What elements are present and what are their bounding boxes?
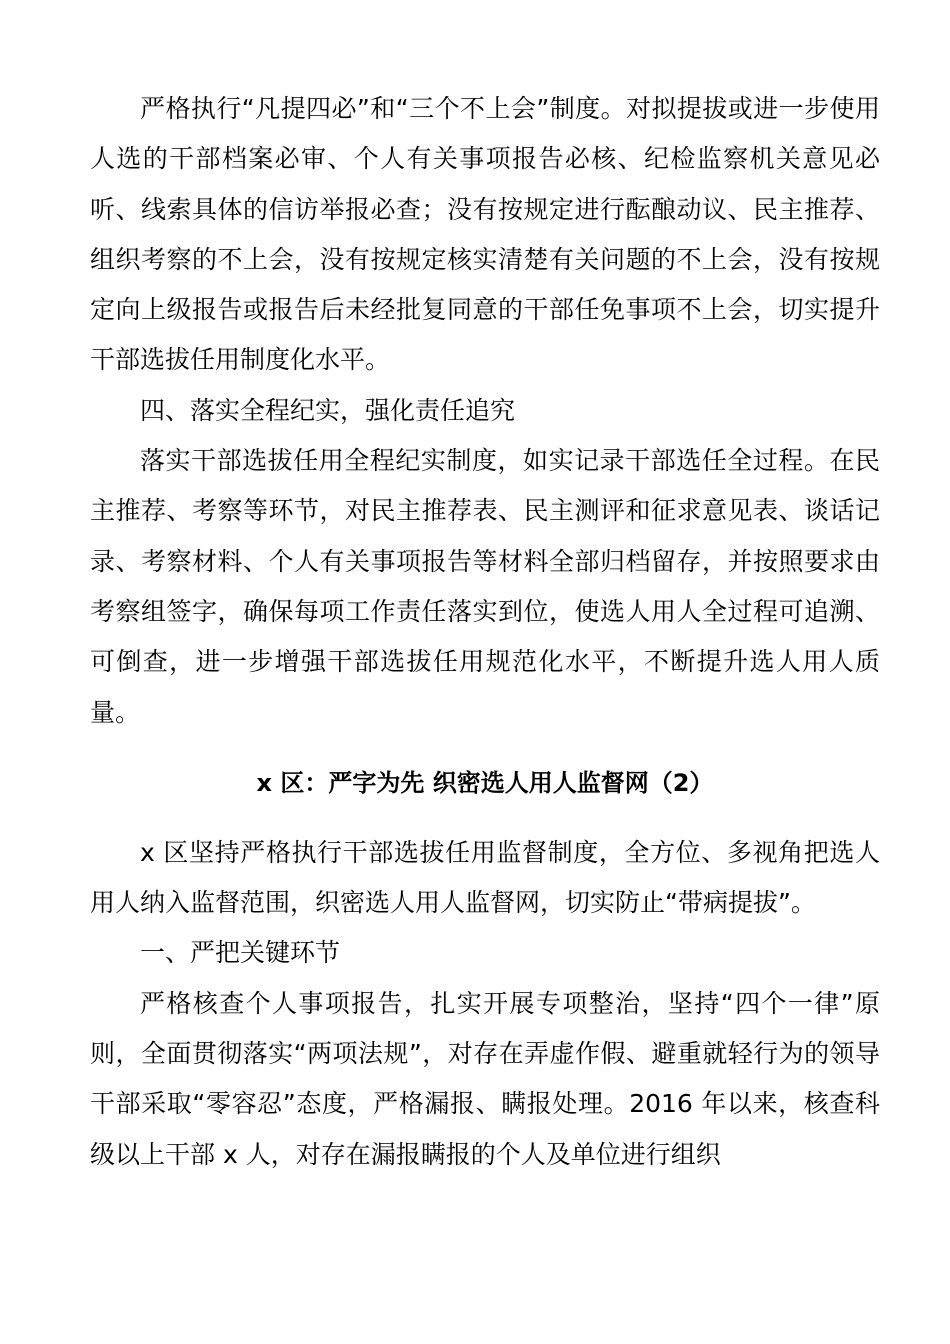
paragraph: 严格核查个人事项报告，扎实开展专项整治，坚持“四个一律”原则，全面贯彻落实“两项法规”，对存在弄虚作假、避重就轻行为的领导干部采取“零容忍”态度，严格漏报、瞒报处理。2016 年以来，核查科级以上干部 x 人，对存在漏报瞒报的个人及单位进行组织 [90,988,880,1169]
paragraph: 落实干部选拔任用全程纪实制度，如实记录干部选任全过程。在民主推荐、考察等环节，对民主推荐表、民主测评和征求意见表、谈话记录、考察材料、个人有关事项报告等材料全部归档留存，并按照要求由考察组签字，确保每项工作责任落实到位，使选人用人全过程可追溯、可倒查，进一步增强干部选拔任用规范化水平，不断提升选人用人质量。 [90,446,880,727]
section-heading: 一、严把关键环节 [140,938,341,968]
section-title: x 区：严字为先 织密选人用人监督网（2） [256,768,714,797]
section-heading: 四、落实全程纪实，强化责任追究 [140,395,516,425]
paragraph: 严格执行“凡提四必”和“三个不上会”制度。对拟提拔或进一步使用人选的干部档案必审、个人有关事项报告必核、纪检监察机关意见必听、线索具体的信访举报必查；没有按规定进行酝酿动议、民主推荐、组织考察的不上会，没有按规定核实清楚有关问题的不上会，没有按规定向上级报告或报告后未经批复同意的干部任免事项不上会，切实提升干部选拔任用制度化水平。 [90,94,880,375]
document-page [90,84,880,1180]
paragraph: x 区坚持严格执行干部选拔任用监督制度，全方位、多视角把选人用人纳入监督范围，织密选人用人监督网，切实防止“带病提拔”。 [90,837,880,918]
